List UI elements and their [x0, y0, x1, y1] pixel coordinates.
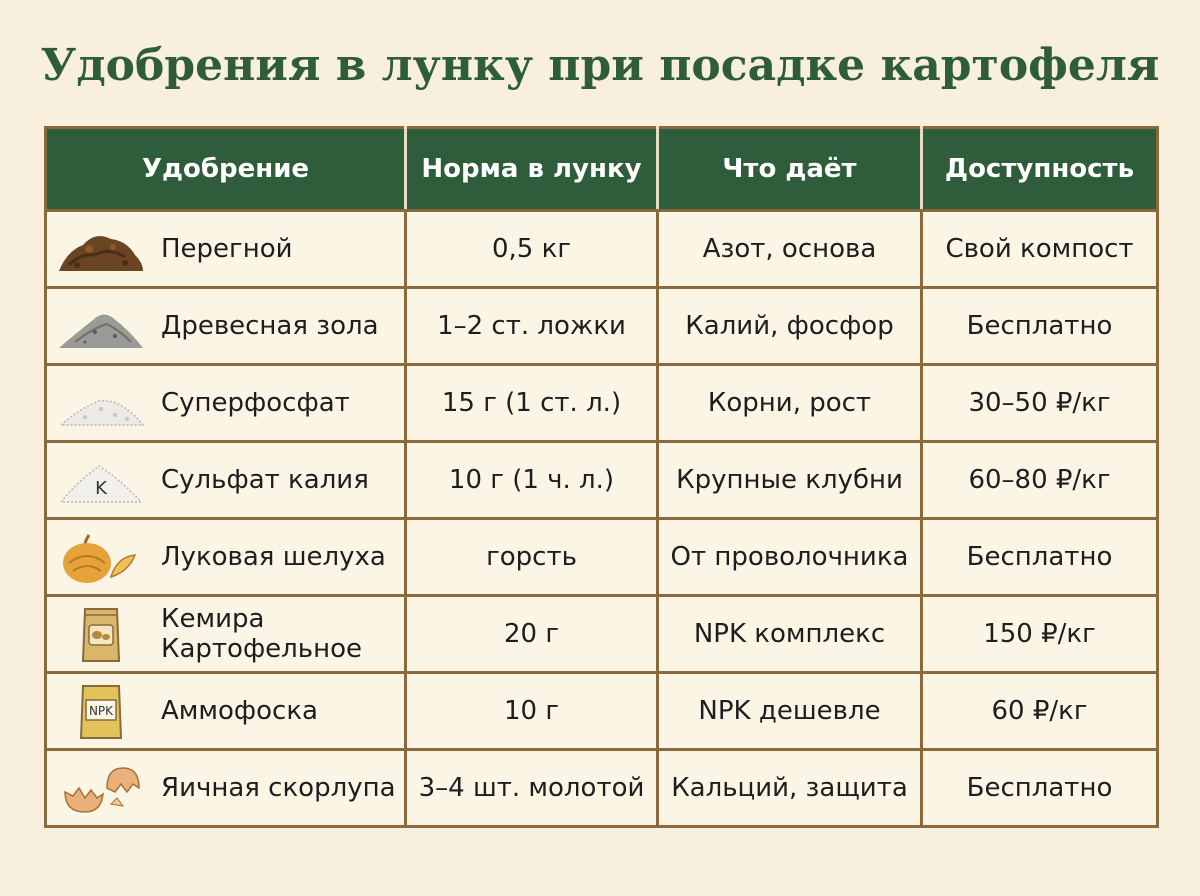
- benefit-cell: Корни, рост: [658, 365, 922, 442]
- benefit-cell: От проволочника: [658, 519, 922, 596]
- availability-cell: 30–50 ₽/кг: [922, 365, 1158, 442]
- benefit-cell: Калий, фосфор: [658, 288, 922, 365]
- fertilizer-name: Луковая шелуха: [161, 542, 386, 572]
- availability-cell: 60–80 ₽/кг: [922, 442, 1158, 519]
- header-row: [46, 128, 1158, 211]
- benefit-cell: Азот, основа: [658, 211, 922, 288]
- table-row: [46, 442, 1158, 519]
- header-benefit: Что даёт: [658, 128, 922, 211]
- table-row: [46, 365, 1158, 442]
- table-row: [46, 211, 1158, 288]
- benefit-cell: NPK дешевле: [658, 673, 922, 750]
- ash-pile-icon: [55, 296, 147, 356]
- table-row: [46, 673, 1158, 750]
- page-title: Удобрения в лунку при посадке картофеля: [40, 40, 1160, 91]
- granules-pile-icon: [55, 373, 147, 433]
- fertilizer-cell: [46, 673, 406, 750]
- compost-pile-icon: [55, 219, 147, 279]
- npk-bag-icon: [55, 681, 147, 741]
- fertilizer-cell: [46, 596, 406, 673]
- fertilizer-cell: [46, 211, 406, 288]
- rate-cell: 10 г: [406, 673, 658, 750]
- fertilizer-cell: [46, 288, 406, 365]
- availability-cell: Бесплатно: [922, 519, 1158, 596]
- fertilizer-name: Аммофоска: [161, 696, 318, 726]
- fertilizer-cell: [46, 442, 406, 519]
- onion-icon: [55, 527, 147, 587]
- availability-cell: Бесплатно: [922, 750, 1158, 827]
- header-fertilizer: Удобрение: [46, 128, 406, 211]
- rate-cell: 1–2 ст. ложки: [406, 288, 658, 365]
- eggshell-icon: [55, 758, 147, 818]
- fertilizer-name: Сульфат калия: [161, 465, 369, 495]
- benefit-cell: NPK комплекс: [658, 596, 922, 673]
- availability-cell: 60 ₽/кг: [922, 673, 1158, 750]
- fertilizer-cell: [46, 750, 406, 827]
- table-row: [46, 519, 1158, 596]
- header-rate: Норма в лунку: [406, 128, 658, 211]
- fertilizer-table: [44, 126, 1159, 828]
- table-row: [46, 596, 1158, 673]
- fertilizer-name: Суперфосфат: [161, 388, 350, 418]
- benefit-cell: Кальций, защита: [658, 750, 922, 827]
- header-availability: Доступность: [922, 128, 1158, 211]
- fertilizer-bag-icon: [55, 604, 147, 664]
- rate-cell: 20 г: [406, 596, 658, 673]
- rate-cell: 15 г (1 ст. л.): [406, 365, 658, 442]
- table-row: [46, 750, 1158, 827]
- npk-label: NPK: [88, 704, 114, 718]
- availability-cell: Бесплатно: [922, 288, 1158, 365]
- fertilizer-name: Кемира Картофельное: [161, 604, 363, 664]
- table-row: [46, 288, 1158, 365]
- benefit-cell: Крупные клубни: [658, 442, 922, 519]
- rate-cell: 10 г (1 ч. л.): [406, 442, 658, 519]
- fertilizer-name: Яичная скорлупа: [161, 773, 396, 803]
- fertilizer-cell: [46, 519, 406, 596]
- rate-cell: горсть: [406, 519, 658, 596]
- potassium-symbol: K: [95, 478, 107, 499]
- availability-cell: 150 ₽/кг: [922, 596, 1158, 673]
- rate-cell: 0,5 кг: [406, 211, 658, 288]
- fertilizer-cell: [46, 365, 406, 442]
- fertilizer-name: Древесная зола: [161, 311, 379, 341]
- fertilizer-name: Перегной: [161, 234, 293, 264]
- potassium-pile-icon: [55, 450, 147, 510]
- rate-cell: 3–4 шт. молотой: [406, 750, 658, 827]
- availability-cell: Свой компост: [922, 211, 1158, 288]
